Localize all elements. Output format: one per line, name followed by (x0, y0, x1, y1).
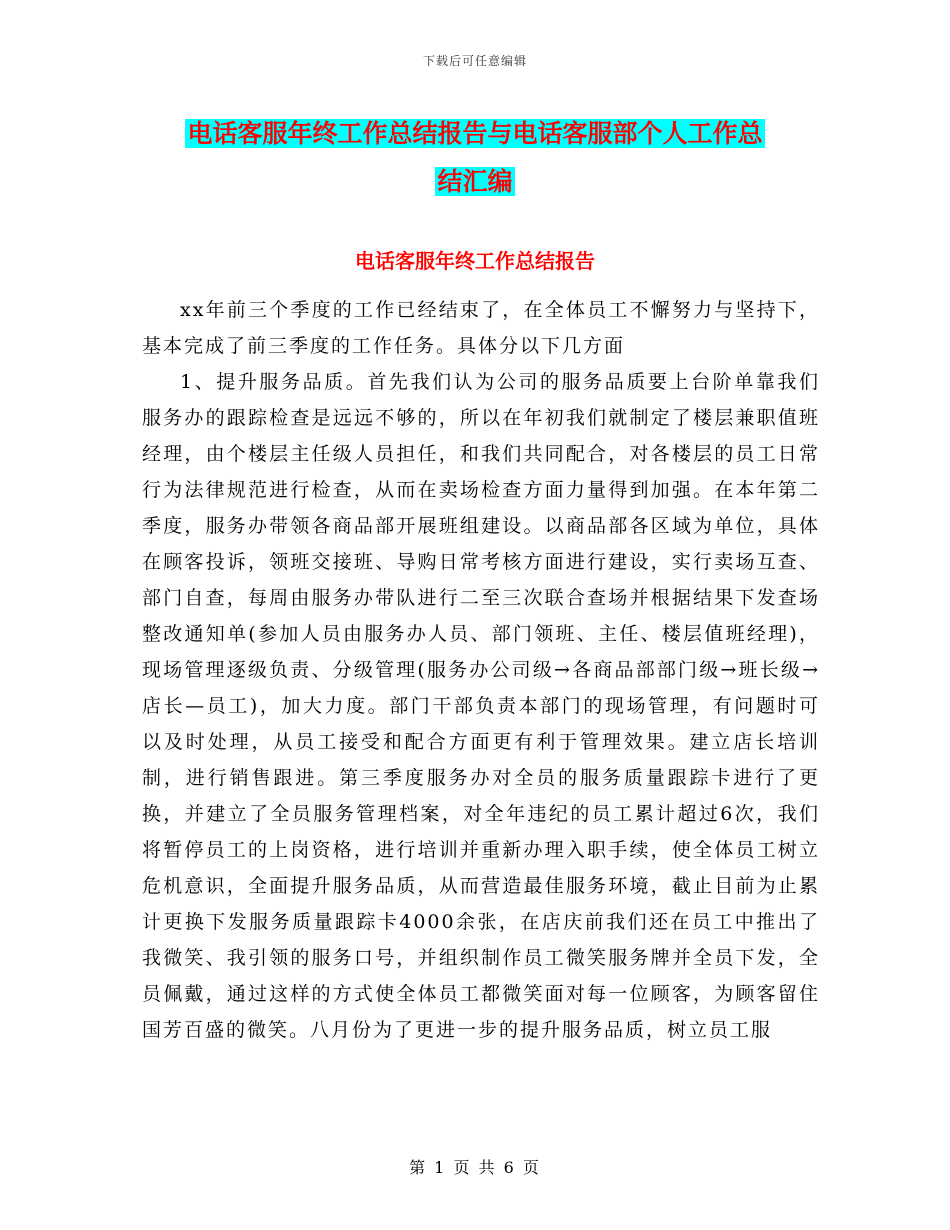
document-title (0, 110, 950, 206)
document-title-line-2: 结汇编 (437, 167, 513, 196)
section-title: 电话客服年终工作总结报告 (355, 249, 595, 273)
document-title-line-1: 电话客服年终工作总结报告与电话客服部个人工作总 (187, 119, 763, 148)
body-text (142, 292, 820, 1048)
paragraph-service-quality: 1、提升服务品质。首先我们认为公司的服务品质要上台阶单靠我们服务办的跟踪检查是远远不够的，所以在年初我们就制定了楼层兼职值班经理，由个楼层主任级人员担任，和我们共同配合，对各楼层的员工日常行为法律规范进行检查，从而在卖场检查方面力量得到加强。在本年第二季度，服务办带领各商品部开展班组建设。以商品部各区域为单位，具体在顾客投诉，领班交接班、导购日常考核方面进行建设，实行卖场互查、部门自查，每周由服务办带队进行二至三次联合查场并根据结果下发查场整改通知单(参加人员由服务办人员、部门领班、主任、楼层值班经理)，现场管理逐级负责、分级管理(服务办公司级→各商品部部门级→班长级→店长—员工)，加大力度。部门干部负责本部门的现场管理，有问题时可以及时处理，从员工接受和配合方面更有利于管理效果。建立店长培训制，进行销售跟进。第三季度服务办对全员的服务质量跟踪卡进行了更换，并建立了全员服务管理档案，对全年违纪的员工累计超过6次，我们将暂停员工的上岗资格，进行培训并重新办理入职手续，使全体员工树立危机意识，全面提升服务品质，从而营造最佳服务环境，截止目前为止累计更换下发服务质量跟踪卡4000余张，在店庆前我们还在员工中推出了我微笑、我引领的服务口号，并组织制作员工微笑服务牌并全员下发，全员佩戴，通过这样的方式使全体员工都微笑面对每一位顾客，为顾客留住国芳百盛的微笑。八月份为了更进一步的提升服务品质，树立员工服 (142, 371, 820, 1041)
paragraph-intro: xx年前三个季度的工作已经结束了，在全体员工不懈努力与坚持下，基本完成了前三季度的工作任务。具体分以下几方面 (142, 299, 820, 357)
page-header-note: 下载后可任意编辑 (422, 54, 527, 68)
page-footer: 第 1 页 共 6 页 (409, 1158, 541, 1177)
